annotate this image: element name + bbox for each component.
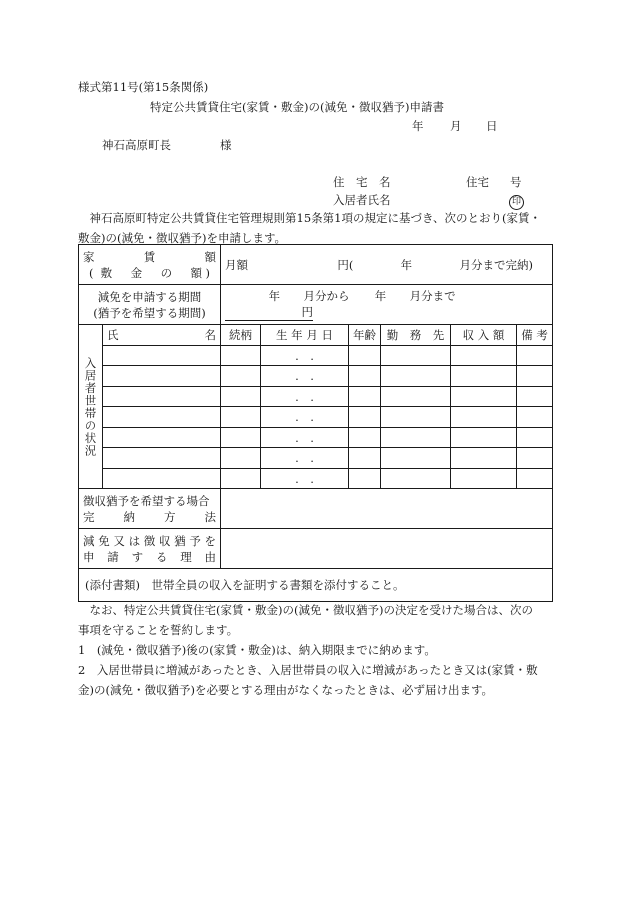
member-name-cell[interactable] xyxy=(103,346,221,366)
house-label: 住宅 xyxy=(466,175,489,189)
from-month-label: 月分から xyxy=(303,289,350,303)
member-income-cell[interactable] xyxy=(451,428,517,448)
date-day: 日 xyxy=(486,119,498,133)
payment-method-label-1: 徴収猶予を希望する場合 xyxy=(83,493,210,508)
pledge-line-2: 事項を守ることを誓約します。 xyxy=(78,623,239,637)
member-income-cell[interactable] xyxy=(451,407,517,428)
member-workplace-cell[interactable] xyxy=(381,428,451,448)
reduction-amount-line: 円 xyxy=(225,304,313,321)
member-relation-cell[interactable] xyxy=(221,448,261,469)
member-relation-cell[interactable] xyxy=(221,428,261,448)
resident-name-label: 入居者氏名 xyxy=(333,193,391,207)
reason-row xyxy=(79,529,553,569)
period-row xyxy=(79,285,553,325)
member-remarks-cell[interactable] xyxy=(517,428,553,448)
rent-label-cell xyxy=(79,245,221,285)
reason-field[interactable] xyxy=(221,529,553,569)
attachment-row xyxy=(79,569,553,602)
household-header-row xyxy=(79,325,553,346)
member-relation-cell[interactable] xyxy=(221,366,261,387)
from-year-label: 年 xyxy=(268,289,281,303)
to-month-label: 月分まで xyxy=(409,289,456,303)
member-name-cell[interactable] xyxy=(103,366,221,387)
pledge-item-1: 1 (減免・徴収猶予)後の(家賃・敷金)は、納入期限までに納めます。 xyxy=(78,643,436,657)
header-remarks: 備 考 xyxy=(517,325,553,346)
member-workplace-cell[interactable] xyxy=(381,448,451,469)
member-remarks-cell[interactable] xyxy=(517,366,553,387)
member-income-cell[interactable] xyxy=(451,366,517,387)
payment-method-label-cell xyxy=(79,489,221,529)
member-age-cell[interactable] xyxy=(349,428,381,448)
house-name-label: 住 宅 名 xyxy=(333,175,391,189)
member-dob-cell[interactable]: . . xyxy=(261,448,349,469)
paid-year-label: 年 xyxy=(400,257,413,272)
payment-method-field[interactable] xyxy=(221,489,553,529)
member-row xyxy=(79,366,553,387)
member-relation-cell[interactable] xyxy=(221,346,261,366)
document-title: 特定公共賃貸住宅(家賃・敷金)の(減免・徴収猶予)申請書 xyxy=(150,100,444,114)
pledge-item-2a: 2 入居世帯員に増減があったとき、入居世帯員の収入に増減があったとき又は(家賃・敷 xyxy=(78,663,538,677)
member-remarks-cell[interactable] xyxy=(517,469,553,489)
member-remarks-cell[interactable] xyxy=(517,387,553,407)
member-row xyxy=(79,428,553,448)
member-relation-cell[interactable] xyxy=(221,469,261,489)
header-name xyxy=(103,325,221,346)
header-name-2: 名 xyxy=(204,328,217,342)
member-name-cell[interactable] xyxy=(103,448,221,469)
pledge-line-1: なお、特定公共賃貸住宅(家賃・敷金)の(減免・徴収猶予)の決定を受けた場合は、次の xyxy=(89,603,533,617)
member-income-cell[interactable] xyxy=(451,346,517,366)
member-row xyxy=(79,469,553,489)
header-name-1: 氏 xyxy=(107,328,119,342)
addressee-suffix: 様 xyxy=(220,138,232,152)
member-relation-cell[interactable] xyxy=(221,407,261,428)
attachment-note: (添付書類) 世帯全員の収入を証明する書類を添付すること。 xyxy=(79,569,553,602)
member-row xyxy=(79,346,553,366)
member-dob-cell[interactable]: . . xyxy=(261,407,349,428)
member-relation-cell[interactable] xyxy=(221,387,261,407)
member-remarks-cell[interactable] xyxy=(517,448,553,469)
member-age-cell[interactable] xyxy=(349,448,381,469)
pledge-paragraph xyxy=(78,600,556,700)
payment-method-row xyxy=(79,489,553,529)
member-age-cell[interactable] xyxy=(349,387,381,407)
household-label-cell xyxy=(79,325,103,489)
form-number: 様式第11号(第15条関係) xyxy=(78,80,209,94)
reason-label-1: 減免又は徴収猶予を xyxy=(83,533,217,548)
payment-method-label-2: 完 納 方 法 xyxy=(83,509,217,524)
application-table xyxy=(78,244,553,602)
rent-label: 家 賃 額 xyxy=(83,249,217,264)
reason-label-2: 申 請 す る 理 由 xyxy=(83,549,217,564)
member-dob-cell[interactable]: . . xyxy=(261,469,349,489)
reason-label-cell xyxy=(79,529,221,569)
member-row xyxy=(79,448,553,469)
rent-amount-field[interactable] xyxy=(221,245,553,285)
header-workplace: 勤 務 先 xyxy=(381,325,451,346)
member-remarks-cell[interactable] xyxy=(517,407,553,428)
member-row xyxy=(79,387,553,407)
seal-mark: 印 xyxy=(509,195,524,210)
member-income-cell[interactable] xyxy=(451,469,517,489)
date-month: 月 xyxy=(450,119,462,133)
period-label-2: (猶予を希望する期間) xyxy=(93,305,206,320)
member-age-cell[interactable] xyxy=(349,346,381,366)
member-dob-cell[interactable]: . . xyxy=(261,366,349,387)
member-age-cell[interactable] xyxy=(349,407,381,428)
period-field[interactable] xyxy=(221,285,553,325)
intro-line-2: 敷金)の(減免・徴収猶予)を申請します。 xyxy=(78,231,287,245)
member-dob-cell[interactable]: . . xyxy=(261,428,349,448)
header-birth: 生 年 月 日 xyxy=(261,325,349,346)
member-workplace-cell[interactable] xyxy=(381,469,451,489)
rent-row xyxy=(79,245,553,285)
to-year-label: 年 xyxy=(374,289,387,303)
member-name-cell[interactable] xyxy=(103,407,221,428)
date-year: 年 xyxy=(412,119,424,133)
pledge-item-2b: 金)の(減免・徴収猶予)を必要とする理由がなくなったときは、必ず届け出ます。 xyxy=(78,683,494,697)
header-age: 年齢 xyxy=(349,325,381,346)
member-workplace-cell[interactable] xyxy=(381,387,451,407)
header-relation: 続柄 xyxy=(221,325,261,346)
paid-until-label: 月分まで完納) xyxy=(459,257,533,272)
member-age-cell[interactable] xyxy=(349,469,381,489)
member-name-cell[interactable] xyxy=(103,428,221,448)
monthly-label: 月額 xyxy=(225,257,249,272)
member-dob-cell[interactable]: . . xyxy=(261,346,349,366)
member-income-cell[interactable] xyxy=(451,387,517,407)
member-name-cell[interactable] xyxy=(103,387,221,407)
deposit-label: ( 敷 金 の 額) xyxy=(89,265,211,280)
member-age-cell[interactable] xyxy=(349,366,381,387)
member-income-cell[interactable] xyxy=(451,448,517,469)
header-income: 収 入 額 xyxy=(451,325,517,346)
yen-open-label: 円( xyxy=(337,257,354,272)
intro-paragraph xyxy=(78,208,556,248)
household-label: 入居者世帯の状況 xyxy=(83,356,98,457)
member-workplace-cell[interactable] xyxy=(381,366,451,387)
member-remarks-cell[interactable] xyxy=(517,346,553,366)
period-label-1: 減免を申請する期間 xyxy=(97,289,202,304)
member-name-cell[interactable] xyxy=(103,469,221,489)
addressee: 神石高原町長 xyxy=(102,138,171,152)
number-label: 号 xyxy=(510,175,522,189)
member-row xyxy=(79,407,553,428)
member-workplace-cell[interactable] xyxy=(381,346,451,366)
member-workplace-cell[interactable] xyxy=(381,407,451,428)
intro-line-1: 神石高原町特定公共賃貸住宅管理規則第15条第1項の規定に基づき、次のとおり(家賃・ xyxy=(89,211,541,225)
period-label-cell xyxy=(79,285,221,325)
member-dob-cell[interactable]: . . xyxy=(261,387,349,407)
